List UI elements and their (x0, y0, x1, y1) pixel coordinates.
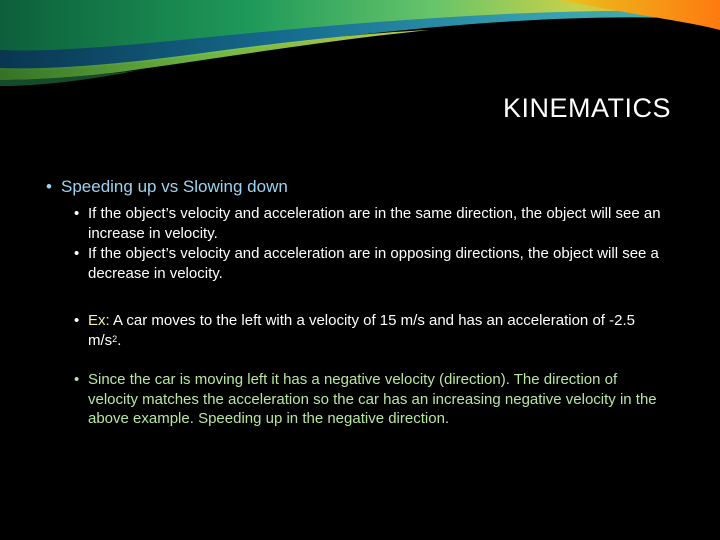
explanation-bullet (74, 370, 664, 429)
bullet-marker: • (46, 177, 52, 196)
example-text (74, 311, 664, 350)
bullet-opposing-direction (74, 244, 664, 283)
bullet-text: If the object’s velocity and acceleration are in the same direction, the object will see an increase in velocity. (88, 205, 661, 242)
bullet-marker: • (74, 205, 80, 222)
example-end: . (117, 331, 122, 349)
bullet-marker: • (74, 371, 80, 388)
slide-title: KINEMATICS (502, 93, 671, 123)
bullet-marker: • (74, 312, 80, 329)
explanation-text: Since the car is moving left it has a negative velocity (direction). The direction of velocity matches the acceleration so the car has an increasing negative velocity in the above example. Speeding up in the negative direction. (88, 371, 657, 427)
example-body: A car moves to the left with a velocity of 15 m/s and has an acceleration of -2.5 m/s (88, 312, 635, 349)
example-bullet (74, 311, 664, 350)
bullet-text: If the object’s velocity and acceleration are in opposing directions, the object will see a decrease in velocity. (88, 245, 659, 282)
example-label: Ex: (88, 312, 110, 329)
main-bullet (46, 177, 288, 197)
bullet-marker: • (74, 245, 80, 262)
exponent: 2 (112, 333, 118, 344)
bullet-same-direction (74, 204, 664, 243)
main-bullet-text: Speeding up vs Slowing down (61, 177, 288, 196)
